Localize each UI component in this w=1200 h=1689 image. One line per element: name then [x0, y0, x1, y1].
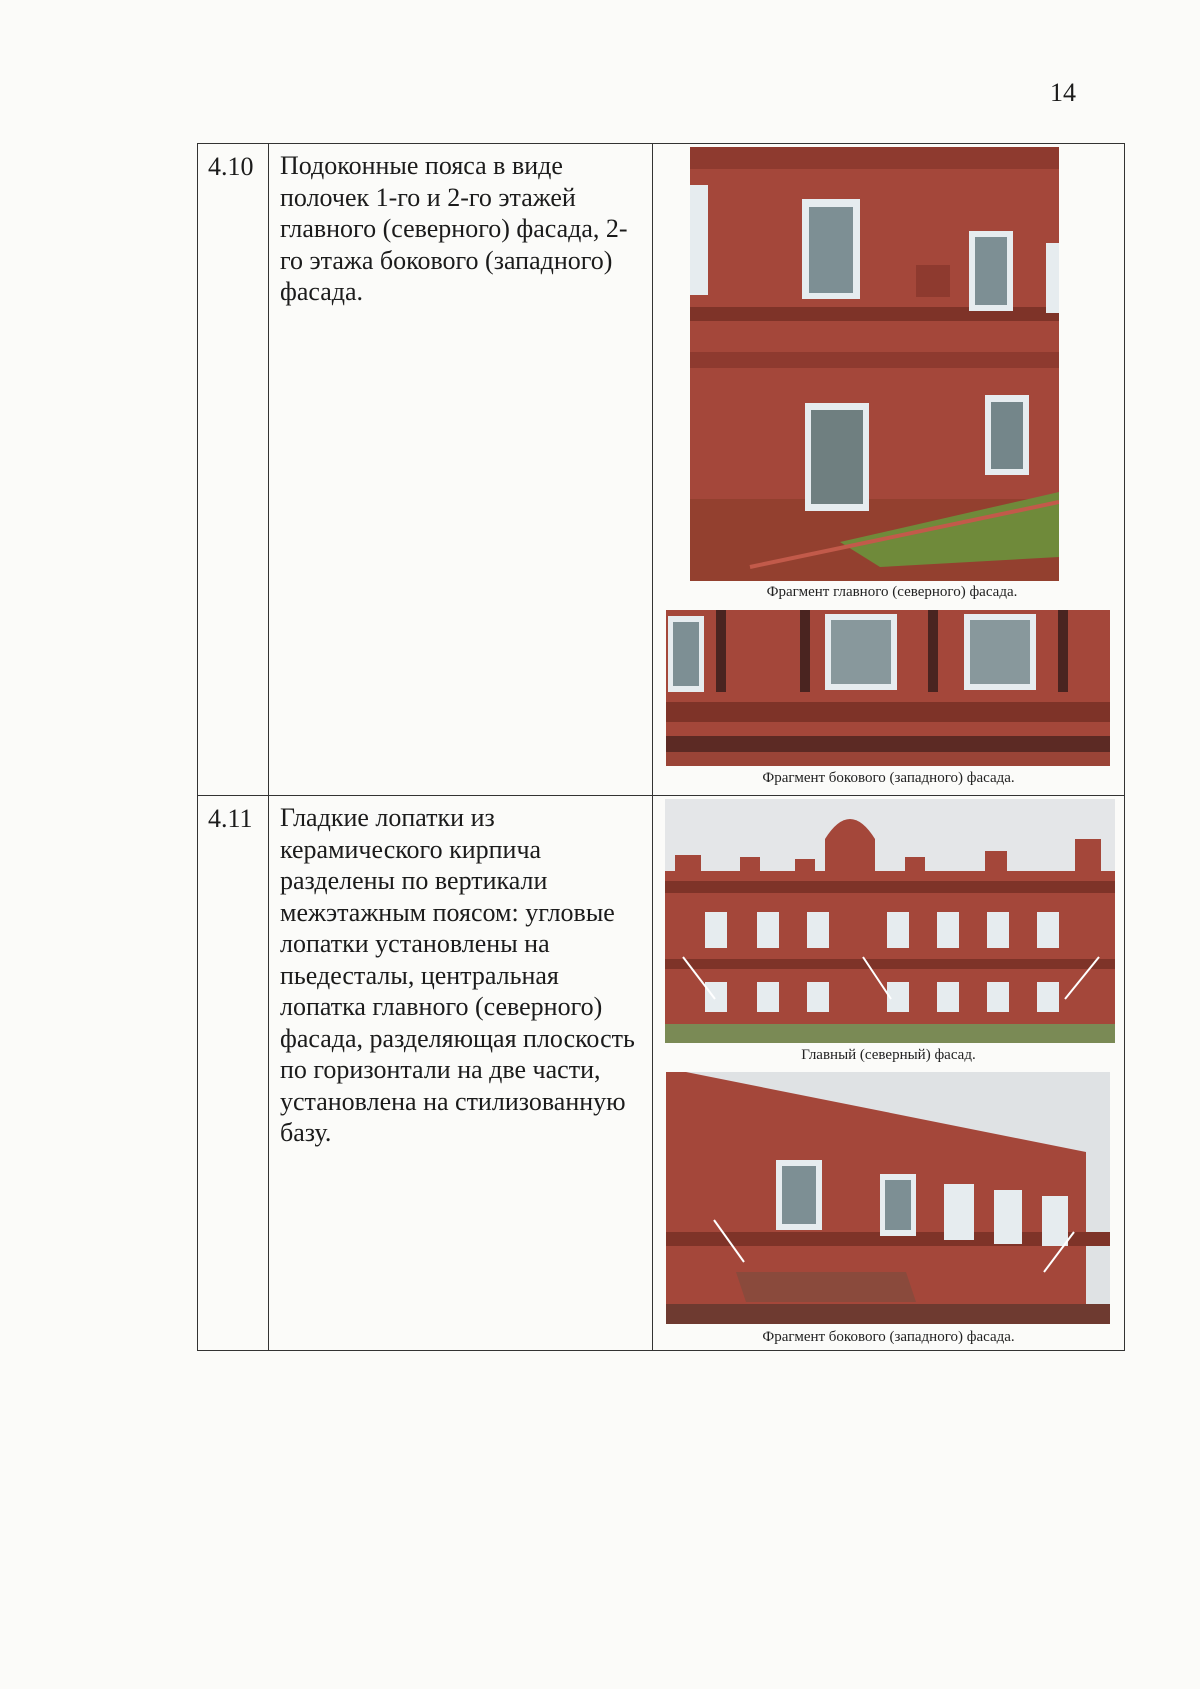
table-row-4-10	[198, 144, 1125, 796]
photos-cell	[653, 796, 1125, 1351]
photo-caption: Фрагмент бокового (западного) фасада.	[762, 770, 1015, 786]
photo-north-facade-fragment	[690, 147, 1059, 581]
photo-caption: Главный (северный) фасад.	[801, 1047, 976, 1063]
item-number-cell	[198, 144, 269, 796]
photo-north-facade	[665, 799, 1115, 1043]
item-number: 4.10	[208, 152, 254, 181]
page-number: 14	[1050, 78, 1076, 107]
item-description: Подоконные пояса в виде полочек 1-го и 2-го этажей главного (северного) фасада, 2-го этажа бокового (западного) фасада.	[280, 151, 628, 306]
photo-caption: Фрагмент бокового (западного) фасада.	[762, 1329, 1015, 1345]
table-row-4-11	[198, 796, 1125, 1351]
item-number-cell	[198, 796, 269, 1351]
item-description: Гладкие лопатки из керамического кирпича разделены по вертикали межэтажным поясом: угловые лопатки установлены на пьедесталы, центральная лопатка главного (северного) фасада, разделяющая плоскость по горизонтали на две части, установлена на стилизованную базу.	[280, 803, 635, 1147]
item-description-cell	[269, 796, 653, 1351]
photos-cell	[653, 144, 1125, 796]
item-number: 4.11	[208, 804, 253, 833]
item-description-cell	[269, 144, 653, 796]
elements-table	[197, 143, 1125, 1351]
photo-west-facade-fragment	[666, 610, 1110, 766]
photo-west-facade-pilasters	[666, 1072, 1110, 1324]
photo-caption: Фрагмент главного (северного) фасада.	[766, 584, 1018, 600]
